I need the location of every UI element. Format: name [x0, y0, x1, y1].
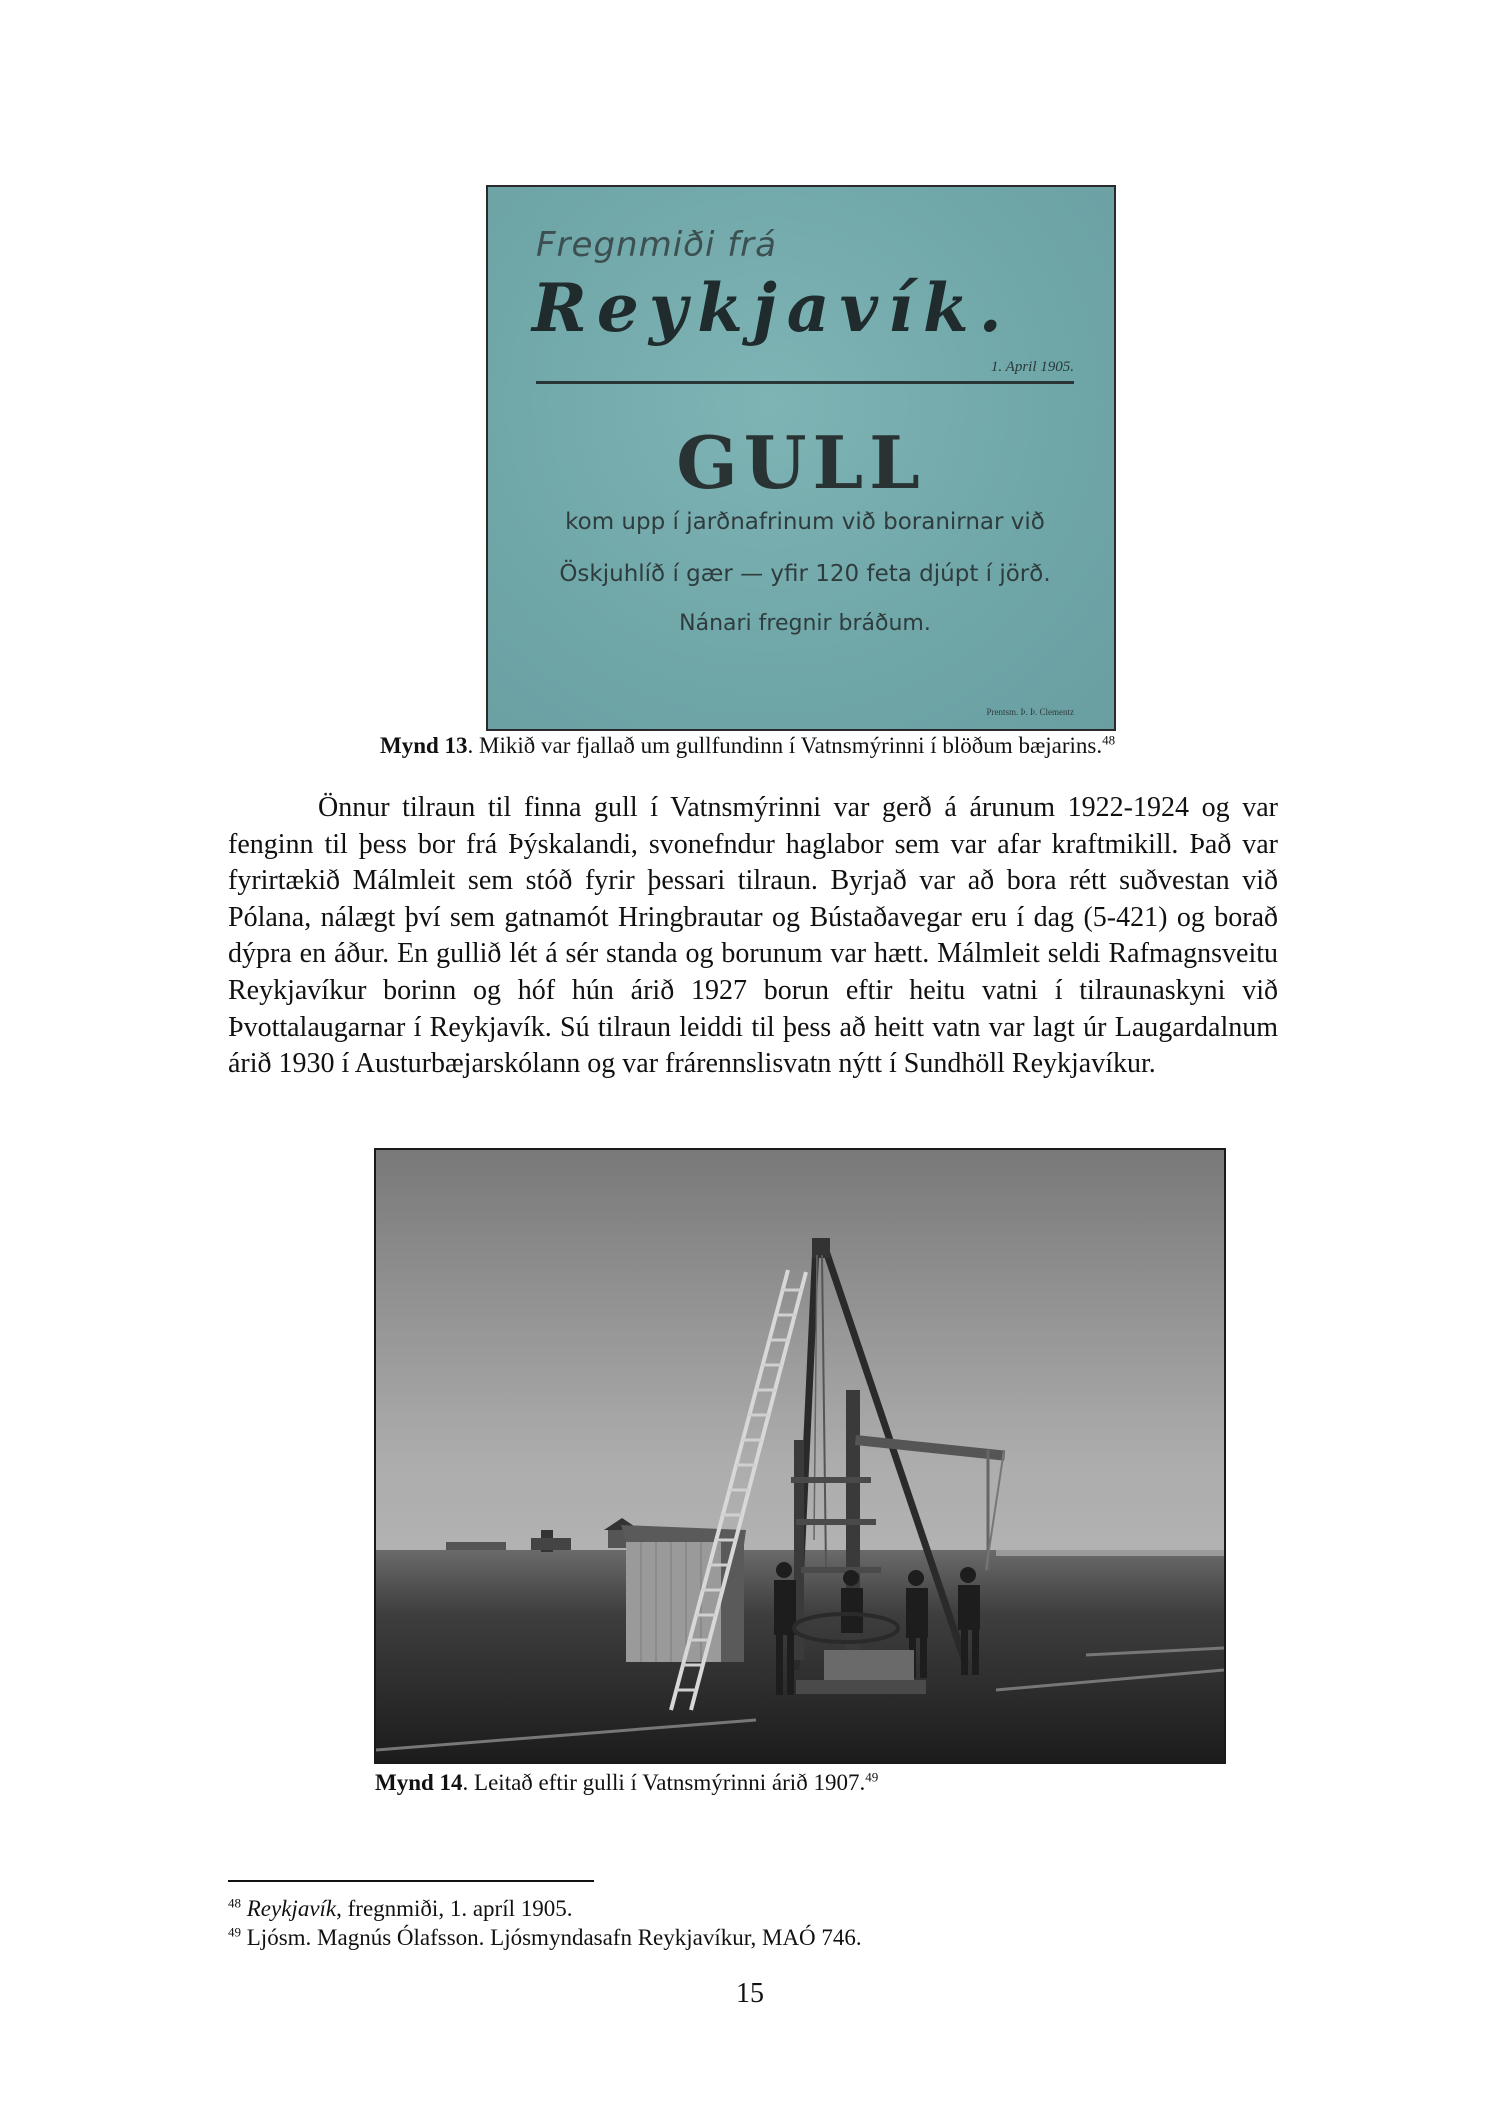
flyer-date: 1. April 1905. — [990, 359, 1074, 375]
drilling-rig-photo — [374, 1148, 1226, 1764]
drilling-rig-illustration — [376, 1150, 1224, 1762]
figure-14-caption — [375, 1769, 878, 1797]
flyer-image — [486, 185, 1116, 731]
figure-13-caption-text: . Mikið var fjallað um gullfundinn í Vatnsmýrinni í blöðum bæjarins. — [467, 733, 1103, 758]
body-paragraph-text: Önnur tilraun til finna gull í Vatnsmýrinni var gerð á árunum 1922-1924 og var fenginn til þess bor frá Þýskalandi, svonefndur haglabor sem var afar kraftmikill. Það var fyrirtækið Málmleit sem stóð fyrir þessari tilraun. Byrjað var að bora rétt suðvestan við Pólana, nálægt því sem gatnamót Hringbrautar og Bústaðavegar eru í dag (5-421) og borað dýpra en áður. En gullið lét á sér standa og borunum var hætt. Málmleit seldi Rafmagnsveitu Reykjavíkur borinn og hóf hún árið 1927 borun eftir heitu vatni í tilraunaskyni við Þvottalaugarnar í Reykjavík. Sú tilraun leiddi til þess að heitt vatn var lagt úr Laugardalnum árið 1930 í Austurbæjarskólann og var frárennslisvatn nýtt í Sundhöll Reykjavíkur. — [228, 792, 1278, 1080]
footnote-48 — [228, 1895, 572, 1923]
footnote-49-number: 49 — [228, 1924, 241, 1940]
figure-13-caption — [380, 732, 1115, 760]
flyer-from-line: Fregnmiði frá — [536, 225, 777, 265]
figure-13-label: Mynd 13 — [380, 733, 468, 758]
figure-13-footnote-ref: 48 — [1102, 732, 1116, 748]
flyer-line-2: Öskjuhlíð í gær — yfir 120 feta djúpt í jörð. — [559, 561, 1051, 587]
footnote-48-source: Reykjavík — [246, 1896, 337, 1921]
figure-14-caption-text: . Leitað eftir gulli í Vatnsmýrinni árið 1907. — [462, 1770, 866, 1795]
flyer-printer: Prentsm. Þ. Þ. Clementz — [986, 707, 1074, 717]
footnote-48-text: , fregnmiði, 1. apríl 1905. — [336, 1896, 573, 1921]
footnote-48-number: 48 — [228, 1895, 241, 1911]
footnote-separator — [228, 1880, 594, 1882]
footnote-49-text: Ljósm. Magnús Ólafsson. Ljósmyndasafn Reykjavíkur, MAÓ 746. — [241, 1925, 862, 1950]
flyer-line-3: Nánari fregnir bráðum. — [679, 611, 931, 636]
flyer-line-1: kom upp í jarðnafrinum við boranirnar við — [565, 509, 1045, 535]
flyer-rule — [536, 381, 1074, 384]
body-paragraph — [228, 790, 1278, 1083]
flyer-city: Reykjavík. — [532, 269, 1012, 347]
page-number: 15 — [736, 1978, 764, 2009]
figure-14-label: Mynd 14 — [375, 1770, 463, 1795]
flyer-headline: GULL — [676, 420, 926, 505]
footnote-49 — [228, 1924, 862, 1952]
figure-14-footnote-ref: 49 — [865, 1769, 879, 1785]
